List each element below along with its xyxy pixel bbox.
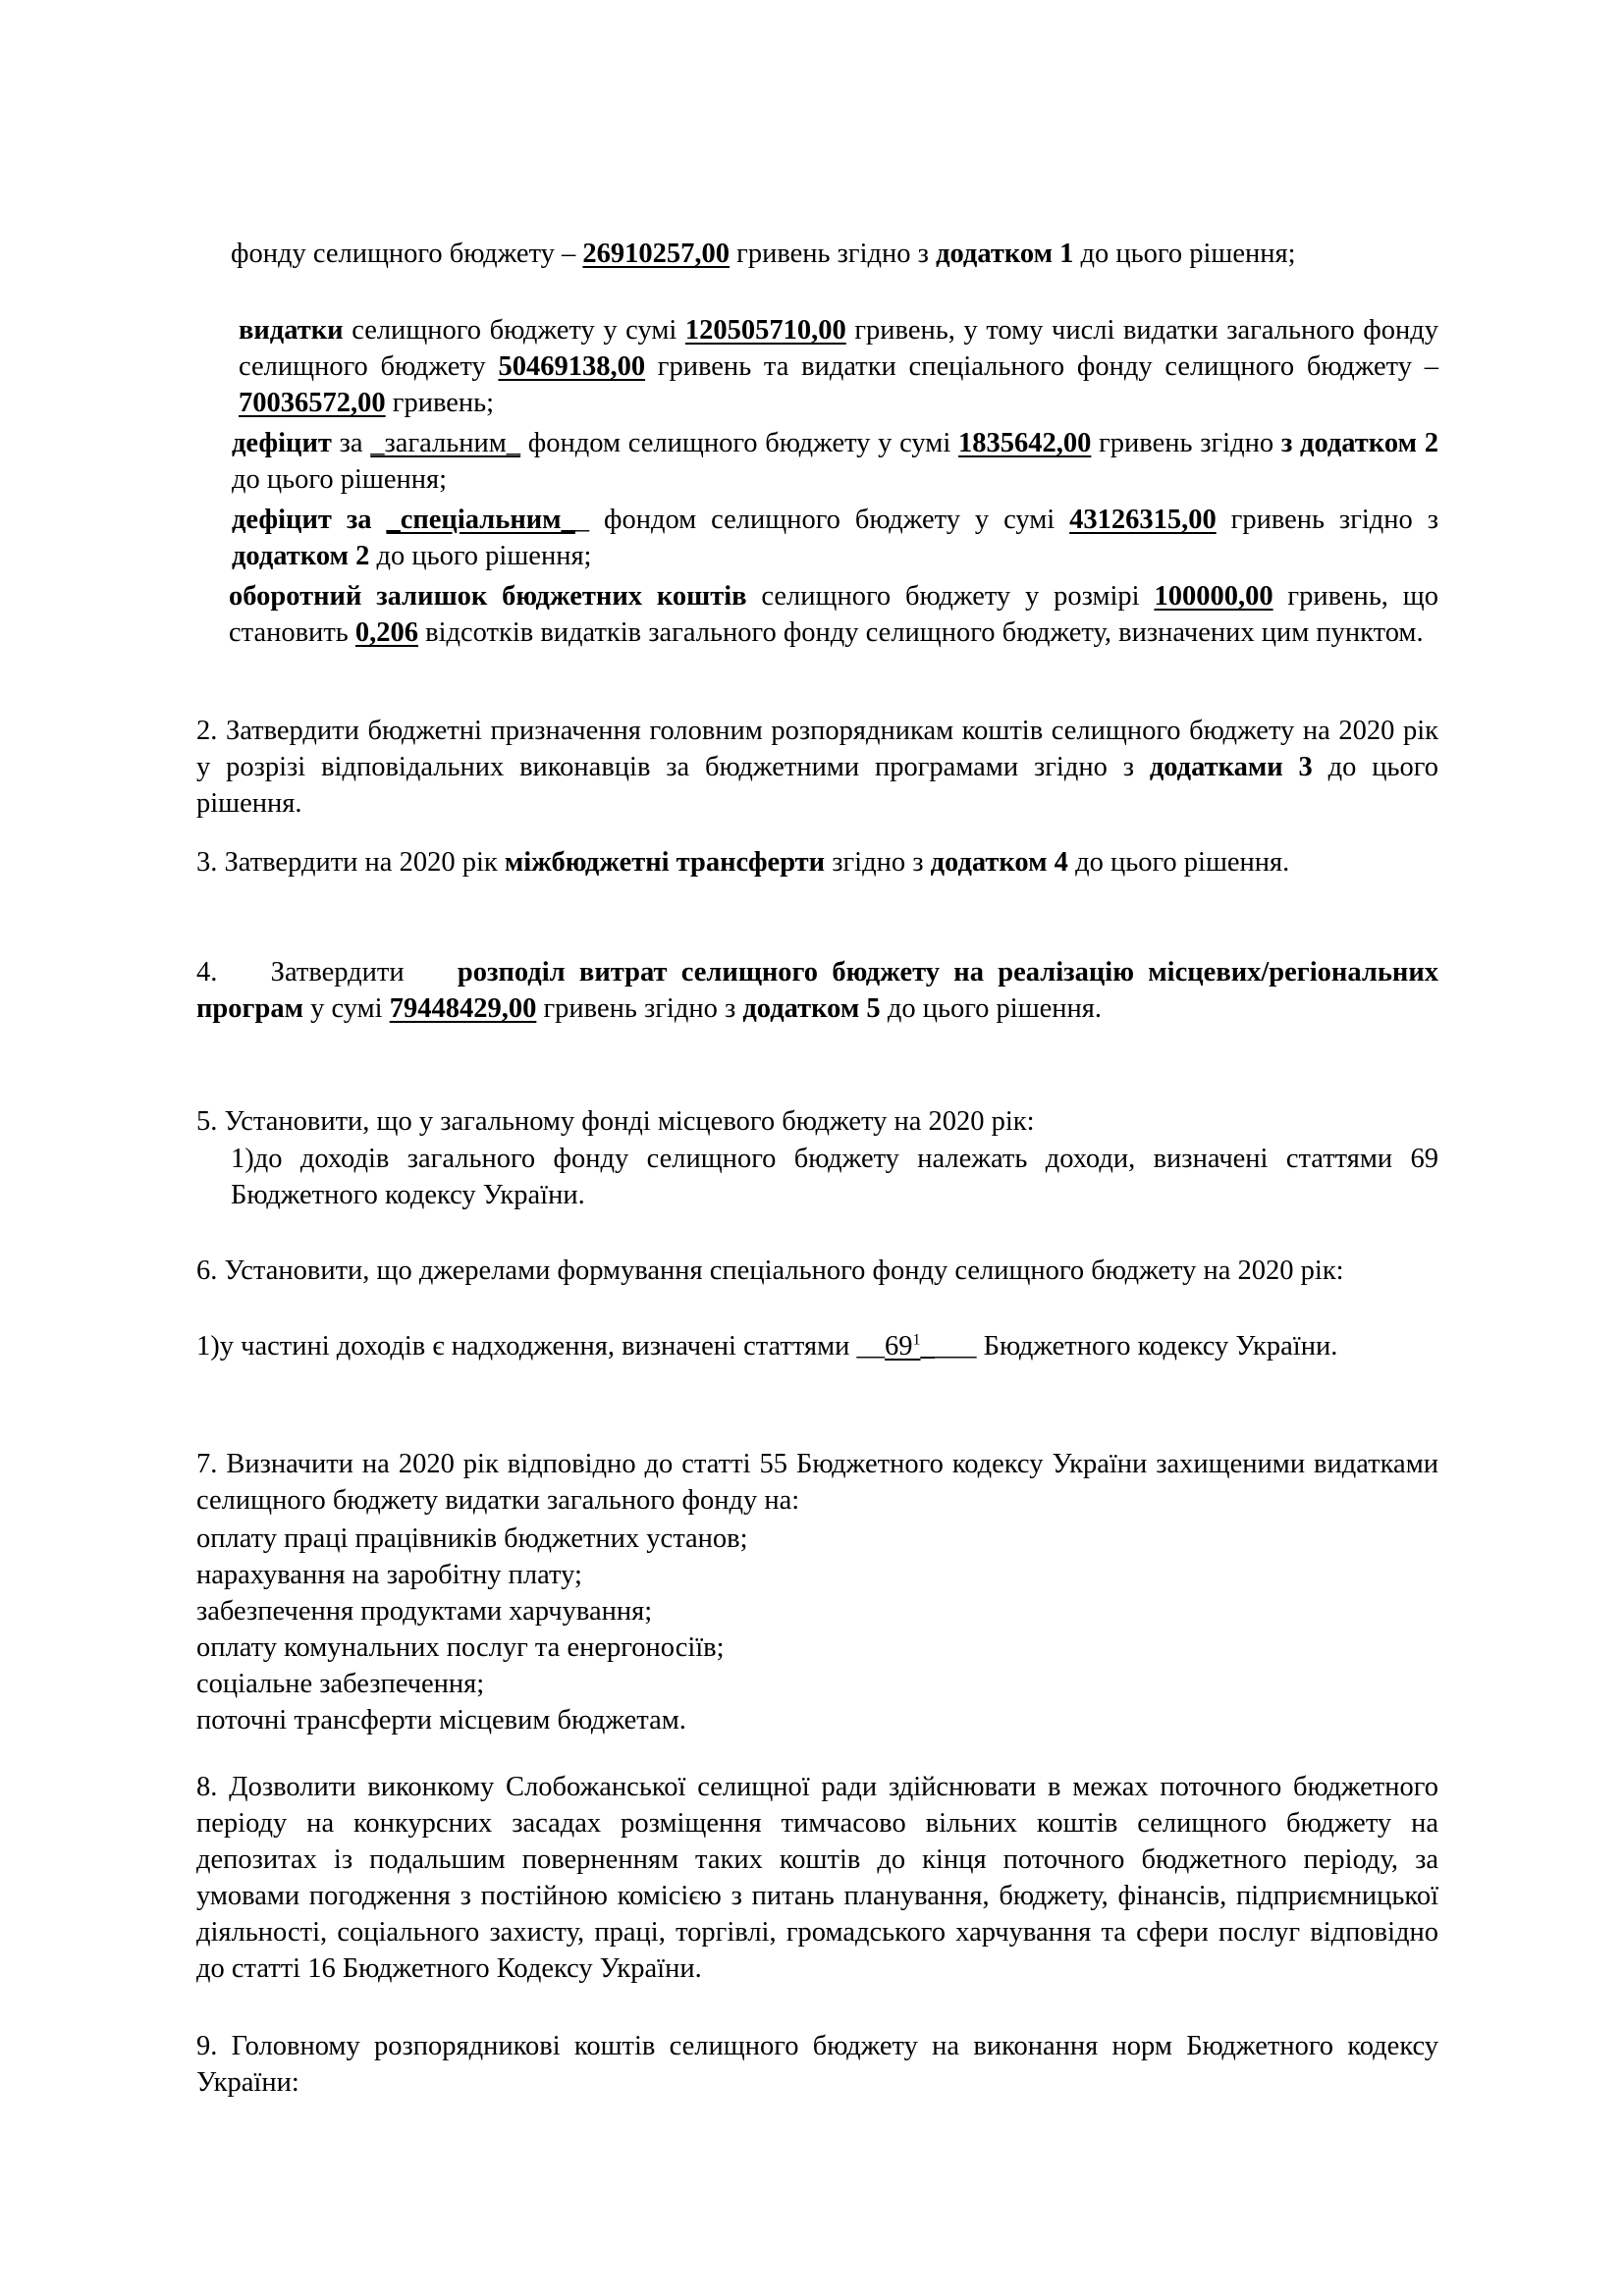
expenses-label: видатки bbox=[239, 315, 344, 346]
list-item: оплату комунальних послуг та енергоносіїв; bbox=[196, 1632, 725, 1663]
deficit-special-text-3: гривень згідно з bbox=[1216, 505, 1438, 535]
deficit-general-text-2: фондом селищного бюджету у сумі bbox=[520, 428, 958, 458]
deficit-label: дефіцит bbox=[232, 505, 332, 535]
list-item: соціальне забезпечення; bbox=[196, 1669, 485, 1699]
appendix-2-ref: додатком 2 bbox=[232, 541, 370, 571]
article-blank-3: ___ bbox=[934, 1331, 977, 1362]
special-fund-word: _спеціальним_ bbox=[386, 505, 575, 535]
item-6-head-text: 6. Установити, що джерелами формування спеціального фонду селищного бюджету на 2020 рік: bbox=[196, 1255, 1344, 1286]
list-item: поточні трансферти місцевим бюджетам. bbox=[196, 1705, 686, 1735]
deficit-special-text-2: фондом селищного бюджету у сумі bbox=[589, 505, 1070, 535]
working-balance-percent: 0,206 bbox=[354, 617, 419, 648]
item-9-text: 9. Головному розпорядникові коштів селищного бюджету на виконання норм Бюджетного кодексу України: bbox=[196, 2031, 1438, 2098]
list-item: забезпечення продуктами харчування; bbox=[196, 1596, 653, 1627]
deficit-general-paragraph bbox=[232, 425, 1438, 498]
deficit-special-text-1: за bbox=[331, 505, 387, 535]
deficit-special-paragraph bbox=[232, 502, 1438, 574]
working-balance-text-3: відсотків видатків загального фонду селищного бюджету, визначених цим пунктом. bbox=[418, 617, 1424, 648]
list-item: нарахування на заробітну плату; bbox=[196, 1560, 582, 1590]
deficit-general-text-4: до цього рішення; bbox=[232, 464, 448, 495]
item-7-heading bbox=[196, 1446, 1438, 1519]
deficit-general-text-3: гривень згідно bbox=[1091, 428, 1281, 458]
item-4-text-mid: у сумі bbox=[302, 993, 390, 1024]
expenses-text-2: гривень, у тому числі видатки загального фонду селищного бюджету bbox=[239, 315, 1439, 382]
article-number-text: 69 bbox=[885, 1331, 913, 1362]
item-3-text-end: до цього рішення. bbox=[1067, 847, 1290, 878]
list-item: оплату праці працівників бюджетних установ; bbox=[196, 1523, 748, 1554]
deficit-general-text-1: за bbox=[331, 428, 371, 458]
appendix-4-ref: додатком 4 bbox=[930, 847, 1068, 878]
deficit-general-amount: 1835642,00 bbox=[958, 428, 1092, 458]
revenue-amount: 26910257,00 bbox=[582, 239, 731, 269]
expenses-total-amount: 120505710,00 bbox=[684, 315, 846, 346]
item-5-heading bbox=[196, 1103, 1438, 1140]
expenses-text-1: селищного бюджету у сумі bbox=[343, 315, 685, 346]
programs-amount: 79448429,00 bbox=[389, 993, 537, 1024]
working-balance-label: оборотний залишок бюджетних коштів bbox=[229, 581, 747, 612]
article-blank-1: __ bbox=[856, 1331, 885, 1362]
deficit-special-blank: _ bbox=[574, 505, 590, 535]
working-balance-text-1: селищного бюджету у розмірі bbox=[746, 581, 1155, 612]
revenue-text-end: до цього рішення; bbox=[1073, 239, 1296, 269]
item-2-text: 2. Затвердити бюджетні призначення головним розпорядникам коштів селищного бюджету на 2020 рік у розрізі відповідальних виконавців за бюджетними програмами згідно з bbox=[196, 716, 1438, 782]
item-4-text: 4. Затвердити bbox=[196, 957, 458, 988]
item-3-text-mid: згідно з bbox=[825, 847, 931, 878]
item-8-text: 8. Дозволити виконкому Слобожанської селищної ради здійснювати в межах поточного бюджетного періоду на конкурсних засадах розміщення тимчасово вільних коштів селищного бюджету на депозитах із подальшим поверненням таких коштів до кінця поточного бюджетного періоду, за умовами погодження з постійною комісією з питань планування, бюджету, фінансів, підприємницької діяльності, соціального захисту, праці, торгівлі, громадського харчування та сфери послуг відповідно до статті 16 Бюджетного Кодексу України. bbox=[196, 1772, 1438, 1984]
article-number bbox=[885, 1331, 921, 1362]
expenses-paragraph bbox=[239, 312, 1438, 421]
general-fund-word: _загальним_ bbox=[370, 428, 521, 458]
revenue-text-mid: гривень згідно з bbox=[730, 239, 937, 269]
deficit-special-amount: 43126315,00 bbox=[1069, 505, 1217, 535]
expenses-text-3: гривень та видатки спеціального фонду селищного бюджету – bbox=[645, 351, 1438, 382]
item-5-sub-text: 1)до доходів загального фонду селищного бюджету належать доходи, визначені статтями 69 Бюджетного кодексу України. bbox=[231, 1144, 1438, 1210]
item-5-subitem bbox=[231, 1141, 1438, 1213]
expenses-general-amount: 50469138,00 bbox=[498, 351, 646, 382]
article-blank-2: _ bbox=[920, 1331, 935, 1362]
appendix-2-ref: з додатком 2 bbox=[1280, 428, 1438, 458]
deficit-label: дефіцит bbox=[232, 428, 332, 458]
revenue-text: фонду селищного бюджету – bbox=[231, 239, 583, 269]
item-5-head-text: 5. Установити, що у загальному фонді місцевого бюджету на 2020 рік: bbox=[196, 1106, 1035, 1137]
item-4-paragraph bbox=[196, 954, 1438, 1027]
item-4-text-mid2: гривень згідно з bbox=[536, 993, 743, 1024]
programs-distribution-label: розподіл витрат селищного бюджету на реалізацію місцевих/регіональних програм bbox=[196, 957, 1438, 1024]
item-6-sub-text: 1)у частині доходів є надходження, визначені статтями bbox=[196, 1331, 857, 1362]
protected-expenses-list bbox=[196, 1521, 1438, 1738]
item-3-paragraph bbox=[196, 844, 1438, 881]
item-3-text: 3. Затвердити на 2020 рік bbox=[196, 847, 505, 878]
working-balance-amount: 100000,00 bbox=[1154, 581, 1273, 612]
article-superscript: 1 bbox=[912, 1331, 921, 1349]
appendix-5-ref: додатком 5 bbox=[742, 993, 881, 1024]
working-balance-paragraph bbox=[229, 578, 1438, 651]
item-6-heading bbox=[196, 1253, 1438, 1289]
interbudget-transfers-label: міжбюджетні трансферти bbox=[504, 847, 826, 878]
item-4-text-end: до цього рішення. bbox=[880, 993, 1103, 1024]
item-6-subitem bbox=[196, 1328, 1438, 1364]
item-6-sub-end: Бюджетного кодексу України. bbox=[976, 1331, 1338, 1362]
expenses-special-amount: 70036572,00 bbox=[239, 388, 386, 418]
item-7-head-text: 7. Визначити на 2020 рік відповідно до статті 55 Бюджетного кодексу України захищеними видатками селищного бюджету видатки загального фонду на: bbox=[196, 1449, 1438, 1516]
appendix-1-ref: додатком 1 bbox=[936, 239, 1074, 269]
appendix-3-ref: додатками 3 bbox=[1149, 752, 1313, 782]
item-9-paragraph bbox=[196, 2028, 1438, 2101]
item-8-paragraph bbox=[196, 1769, 1438, 1987]
working-balance-text-2: гривень, що становить bbox=[229, 581, 1438, 648]
revenue-special-fund-paragraph bbox=[231, 236, 1438, 272]
deficit-special-text-4: до цього рішення; bbox=[369, 541, 592, 571]
item-2-paragraph bbox=[196, 713, 1438, 822]
item-2-text-end: до цього рішення. bbox=[196, 752, 1438, 819]
expenses-text-4: гривень; bbox=[385, 388, 495, 418]
